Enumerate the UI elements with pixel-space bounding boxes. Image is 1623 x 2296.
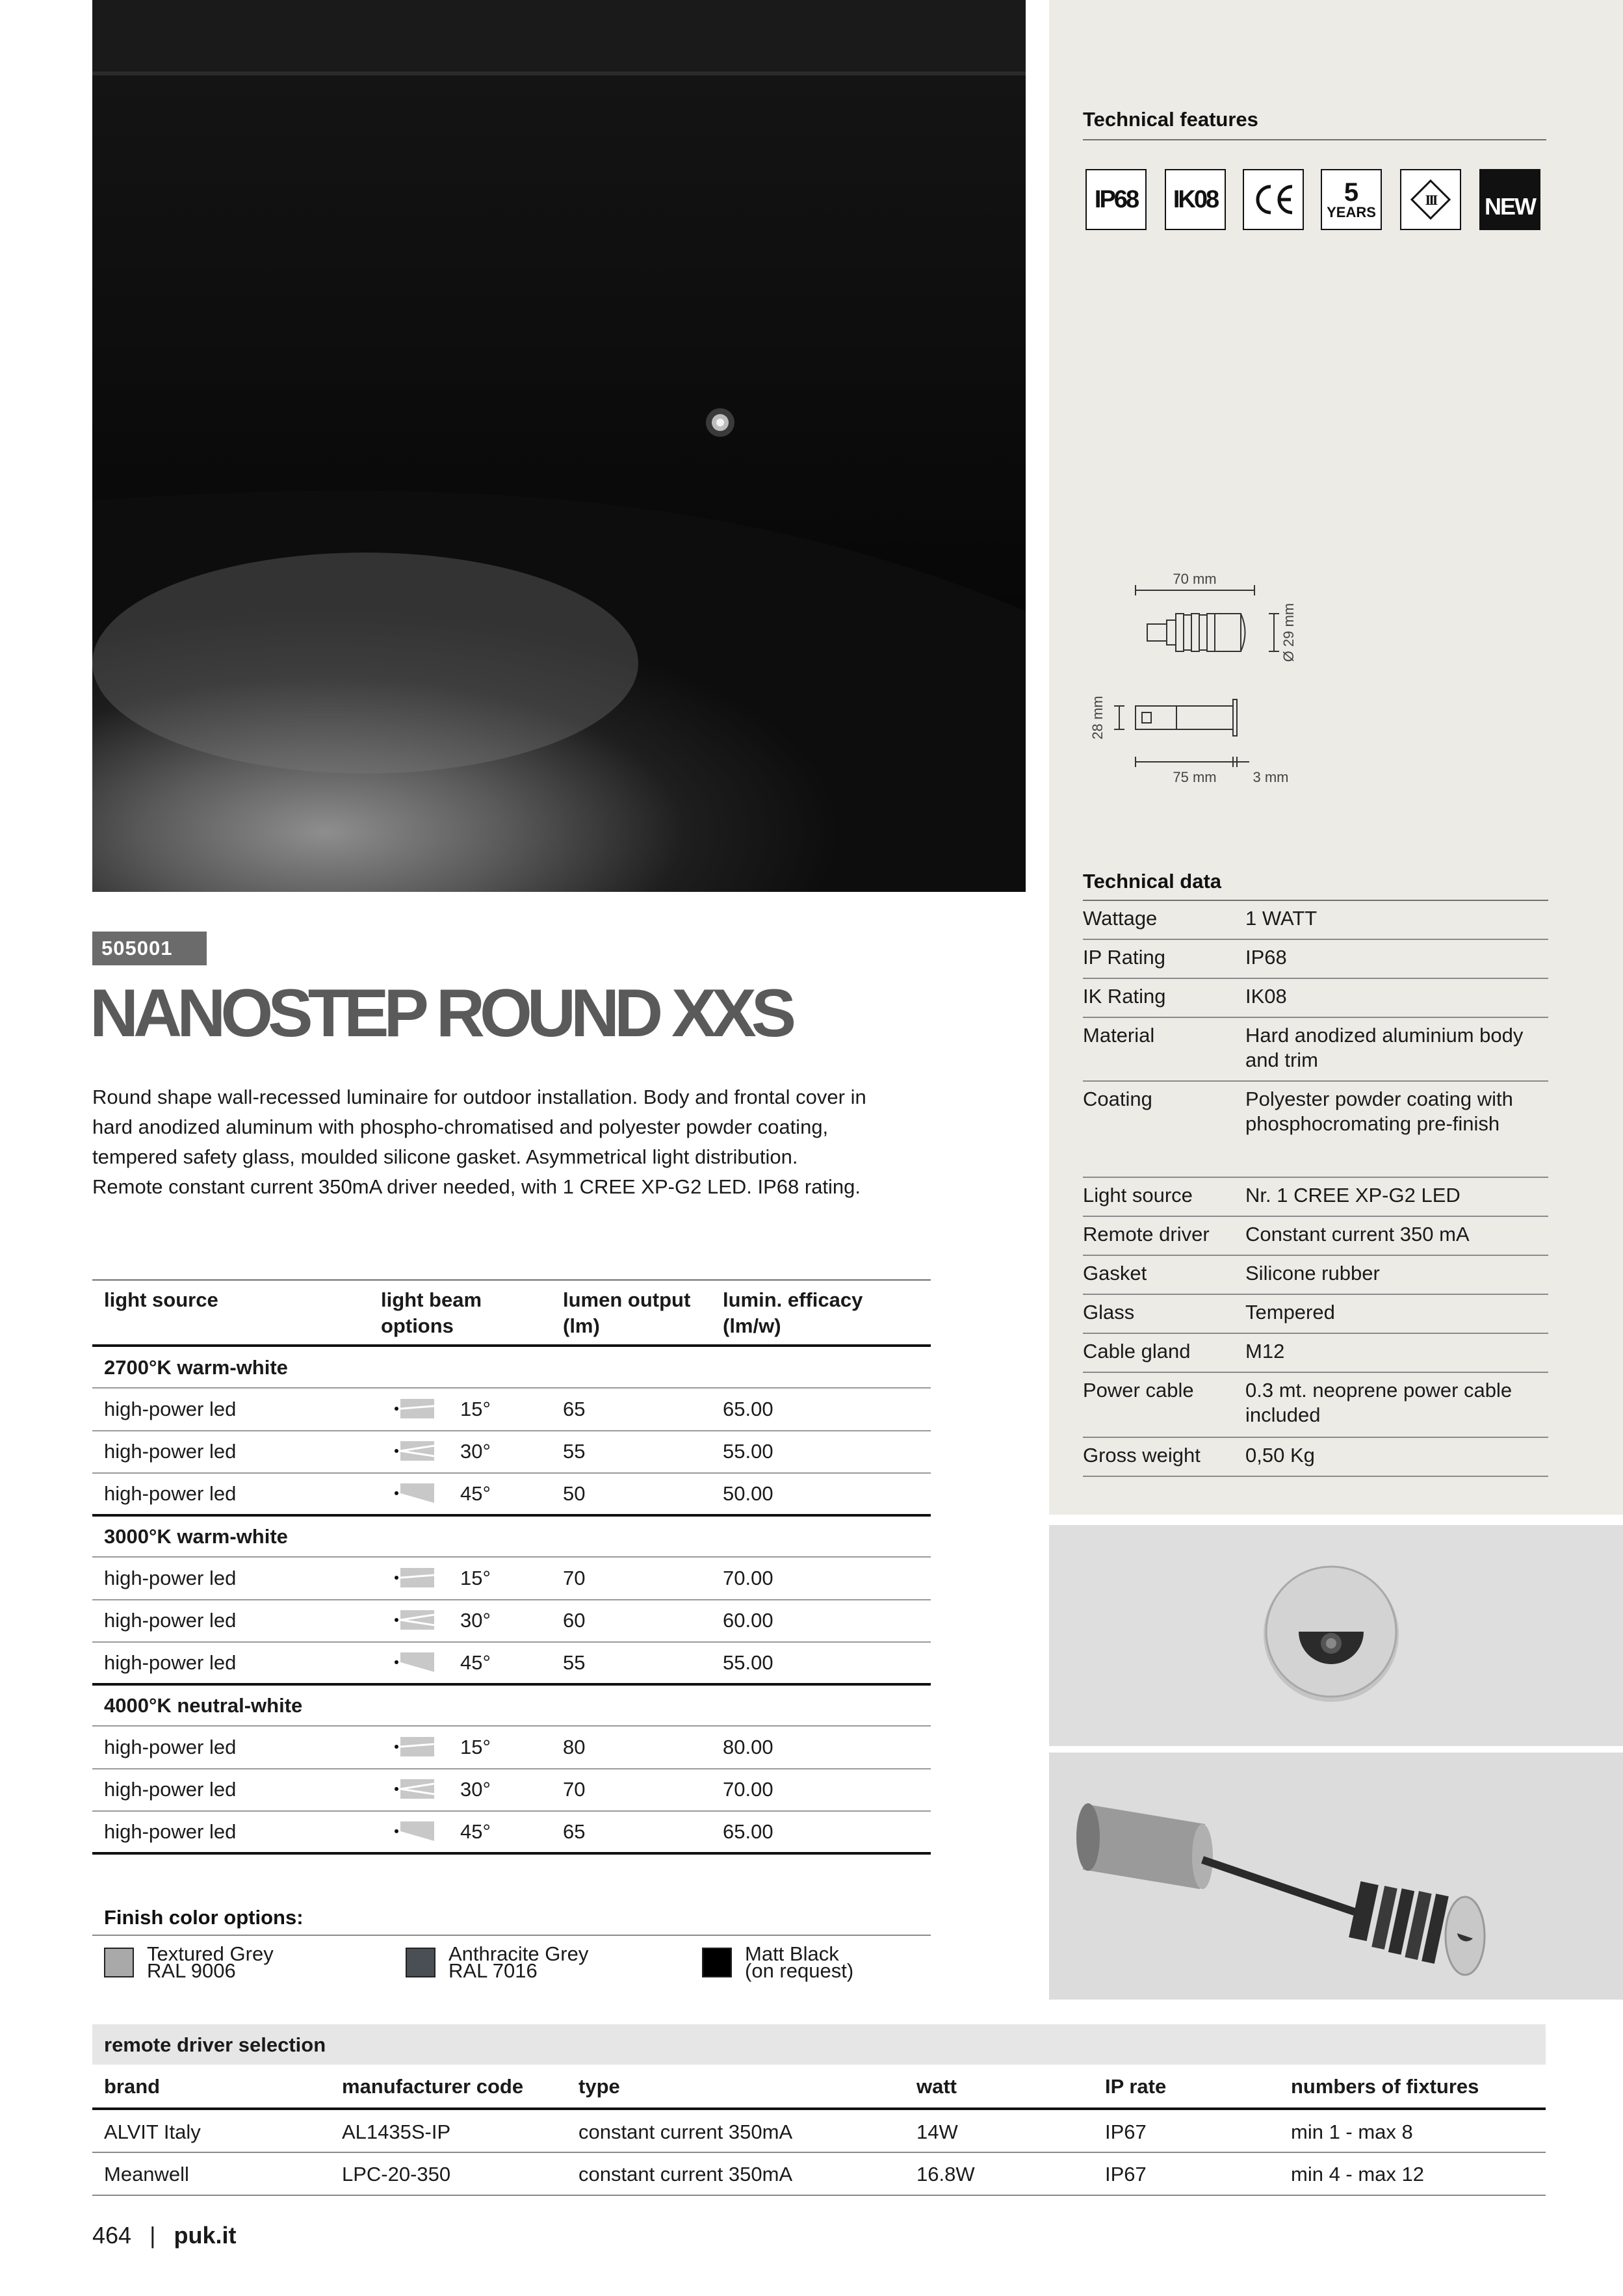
light-table-group-rule xyxy=(92,1514,931,1517)
rd-watt-cell: 14W xyxy=(916,2120,958,2143)
beam-30-icon xyxy=(394,1440,434,1462)
rd-fixtures-cell: min 4 - max 12 xyxy=(1291,2163,1425,2185)
technical-drawing xyxy=(1079,559,1352,793)
rd-header-fixtures: numbers of fixtures xyxy=(1291,2075,1479,2098)
page-number: 464 xyxy=(92,2222,132,2249)
beam-angle-cell: 30° xyxy=(460,1609,491,1632)
technical-features-rule xyxy=(1083,139,1546,140)
lumen-cell: 70 xyxy=(563,1567,586,1589)
light-table-rule xyxy=(92,1725,931,1727)
rd-ip-cell: IP67 xyxy=(1105,2120,1147,2143)
finish-options-rule xyxy=(92,1935,931,1936)
lumen-cell: 70 xyxy=(563,1778,586,1801)
product-front-photo xyxy=(1049,1525,1623,1746)
light-source-cell: high-power led xyxy=(104,1609,237,1632)
remote-driver-title: remote driver selection xyxy=(104,2033,326,2056)
ik08-icon: IK08 xyxy=(1165,169,1226,230)
beam-30-icon xyxy=(394,1778,434,1800)
product-side-photo xyxy=(1049,1753,1623,2000)
light-source-cell: high-power led xyxy=(104,1440,237,1463)
efficacy-cell: 65.00 xyxy=(723,1820,773,1843)
lumen-cell: 55 xyxy=(563,1651,586,1674)
product-title: NANOSTEP ROUND XXS xyxy=(90,976,792,1051)
light-source-cell: high-power led xyxy=(104,1482,237,1505)
light-table-header-lumen: lumen output (lm) xyxy=(563,1288,691,1337)
beam-45-icon xyxy=(394,1820,434,1842)
light-source-cell: high-power led xyxy=(104,1778,237,1801)
beam-angle-cell: 30° xyxy=(460,1778,491,1801)
tech-data-row-glass: Glass Tempered xyxy=(1083,1295,1548,1334)
tech-data-row-gasket: Gasket Silicone rubber xyxy=(1083,1256,1548,1295)
efficacy-cell: 55.00 xyxy=(723,1440,773,1463)
rd-watt-cell: 16.8W xyxy=(916,2163,975,2185)
svg-text:III: III xyxy=(1425,192,1436,208)
tech-data-row-cable-gland: Cable gland M12 xyxy=(1083,1334,1548,1373)
rd-header-ip: IP rate xyxy=(1105,2075,1167,2098)
lumen-cell: 50 xyxy=(563,1482,586,1505)
beam-15-icon xyxy=(394,1567,434,1589)
footer-separator: | xyxy=(149,2222,156,2249)
tech-data-row-wattage: Wattage 1 WATT xyxy=(1083,901,1548,940)
tech-data-row-remote-driver: Remote driver Constant current 350 mA xyxy=(1083,1217,1548,1256)
rd-row-rule xyxy=(92,2152,1546,2153)
tech-data-row-material: Material Hard anodized aluminium body and trim xyxy=(1083,1018,1548,1082)
beam-45-icon xyxy=(394,1482,434,1504)
light-source-cell: high-power led xyxy=(104,1398,237,1420)
light-table-header-beam: light beam options xyxy=(381,1288,482,1337)
efficacy-cell: 80.00 xyxy=(723,1736,773,1758)
dim-diameter: Ø 29 mm xyxy=(1280,603,1297,662)
rd-header-code: manufacturer code xyxy=(342,2075,524,2098)
rd-brand-cell: Meanwell xyxy=(104,2163,189,2185)
product-front-image xyxy=(1049,1525,1623,1746)
lumen-cell: 65 xyxy=(563,1398,586,1420)
rd-header-brand: brand xyxy=(104,2075,161,2098)
light-table-bottom-rule xyxy=(92,1852,931,1855)
product-side-image xyxy=(1049,1753,1623,2000)
beam-angle-cell: 45° xyxy=(460,1820,491,1843)
lumen-cell: 80 xyxy=(563,1736,586,1758)
light-table-group-rule xyxy=(92,1683,931,1686)
efficacy-cell: 65.00 xyxy=(723,1398,773,1420)
tech-data-row-coating: Coating Polyester powder coating with phosphocromating pre-finish xyxy=(1083,1082,1548,1178)
light-table-header-rule xyxy=(92,1344,931,1347)
finish-options-title: Finish color options: xyxy=(104,1906,304,1929)
dim-height: 28 mm xyxy=(1089,696,1106,740)
technical-data-title: Technical data xyxy=(1083,870,1222,893)
beam-15-icon xyxy=(394,1736,434,1758)
ce-mark-icon xyxy=(1243,169,1304,230)
rd-type-cell: constant current 350mA xyxy=(578,2163,793,2185)
swatch-matt-black xyxy=(702,1948,732,1977)
class-iii-icon xyxy=(1400,169,1461,230)
product-description: Round shape wall-recessed luminaire for outdoor installation. Body and frontal cover in hard anodized aluminum with phospho-chromatised and polyester powder coating, tempered safety glass, moulded silicone gasket. Asymmetrical light distribution. Remote constant current 350mA driver needed, with 1 CREE XP-G2 LED. IP68 rating. xyxy=(92,1086,866,1198)
finish-option-anthracite-grey: Anthracite Grey RAL 7016 xyxy=(448,1942,589,1982)
ip68-icon: IP68 xyxy=(1085,169,1147,230)
lumen-cell: 60 xyxy=(563,1609,586,1632)
light-group-title: 3000°K warm-white xyxy=(104,1525,288,1548)
rd-fixtures-cell: min 1 - max 8 xyxy=(1291,2120,1413,2143)
rd-row-rule xyxy=(92,2195,1546,2196)
light-table-header-efficacy: lumin. efficacy (lm/w) xyxy=(723,1288,863,1337)
tech-data-row-light-source: Light source Nr. 1 CREE XP-G2 LED xyxy=(1083,1178,1548,1217)
tech-data-row-power-cable: Power cable 0.3 mt. neoprene power cable included xyxy=(1083,1373,1548,1438)
ce-mark-glyph xyxy=(1251,180,1296,219)
rd-code-cell: AL1435S-IP xyxy=(342,2120,451,2143)
efficacy-cell: 55.00 xyxy=(723,1651,773,1674)
light-group-title: 4000°K neutral-white xyxy=(104,1694,303,1717)
technical-features-title: Technical features xyxy=(1083,108,1258,131)
hero-photo-image xyxy=(92,0,1026,892)
beam-angle-cell: 15° xyxy=(460,1398,491,1420)
beam-15-icon xyxy=(394,1398,434,1420)
warranty-5-years-icon: 5 YEARS xyxy=(1321,169,1382,230)
beam-angle-cell: 15° xyxy=(460,1567,491,1589)
dim-flange: 3 mm xyxy=(1253,769,1289,785)
tech-data-row-gross-weight: Gross weight 0,50 Kg xyxy=(1083,1438,1548,1477)
beam-angle-cell: 45° xyxy=(460,1651,491,1674)
dim-length-side: 75 mm xyxy=(1173,769,1217,785)
light-table-rule xyxy=(92,1472,931,1474)
light-table-rule xyxy=(92,1430,931,1431)
product-code-badge: 505001 xyxy=(92,932,207,965)
site-link[interactable]: puk.it xyxy=(174,2222,237,2249)
page-footer xyxy=(92,2222,236,2249)
class-iii-glyph xyxy=(1408,177,1453,222)
efficacy-cell: 70.00 xyxy=(723,1567,773,1589)
tech-data-row-ip-rating: IP Rating IP68 xyxy=(1083,940,1548,979)
light-table-rule xyxy=(92,1810,931,1812)
light-table-rule xyxy=(92,1768,931,1769)
light-table-header-source: light source xyxy=(104,1288,218,1311)
efficacy-cell: 50.00 xyxy=(723,1482,773,1505)
rd-brand-cell: ALVIT Italy xyxy=(104,2120,201,2143)
dim-length-top: 70 mm xyxy=(1173,571,1217,587)
beam-angle-cell: 15° xyxy=(460,1736,491,1758)
light-table-rule xyxy=(92,1641,931,1643)
light-table-rule xyxy=(92,1599,931,1600)
tech-data-row-ik-rating: IK Rating IK08 xyxy=(1083,979,1548,1018)
beam-45-icon xyxy=(394,1651,434,1673)
light-source-cell: high-power led xyxy=(104,1736,237,1758)
light-group-title: 2700°K warm-white xyxy=(104,1356,288,1379)
finish-option-textured-grey: Textured Grey RAL 9006 xyxy=(147,1942,274,1982)
rd-header-rule xyxy=(92,2107,1546,2110)
lumen-cell: 55 xyxy=(563,1440,586,1463)
finish-option-matt-black: Matt Black (on request) xyxy=(745,1942,854,1982)
new-badge-icon: NEW xyxy=(1479,169,1540,230)
rd-code-cell: LPC-20-350 xyxy=(342,2163,451,2185)
swatch-textured-grey xyxy=(104,1948,134,1977)
lumen-cell: 65 xyxy=(563,1820,586,1843)
hero-photo xyxy=(92,0,1026,892)
rd-type-cell: constant current 350mA xyxy=(578,2120,793,2143)
efficacy-cell: 70.00 xyxy=(723,1778,773,1801)
light-table-top-rule xyxy=(92,1279,931,1281)
rd-header-type: type xyxy=(578,2075,620,2098)
beam-30-icon xyxy=(394,1609,434,1631)
light-source-cell: high-power led xyxy=(104,1820,237,1843)
swatch-anthracite-grey xyxy=(406,1948,435,1977)
rd-ip-cell: IP67 xyxy=(1105,2163,1147,2185)
light-table-rule xyxy=(92,1556,931,1558)
beam-angle-cell: 45° xyxy=(460,1482,491,1505)
efficacy-cell: 60.00 xyxy=(723,1609,773,1632)
light-source-cell: high-power led xyxy=(104,1651,237,1674)
beam-angle-cell: 30° xyxy=(460,1440,491,1463)
light-table-rule xyxy=(92,1387,931,1389)
rd-header-watt: watt xyxy=(916,2075,957,2098)
light-source-cell: high-power led xyxy=(104,1567,237,1589)
